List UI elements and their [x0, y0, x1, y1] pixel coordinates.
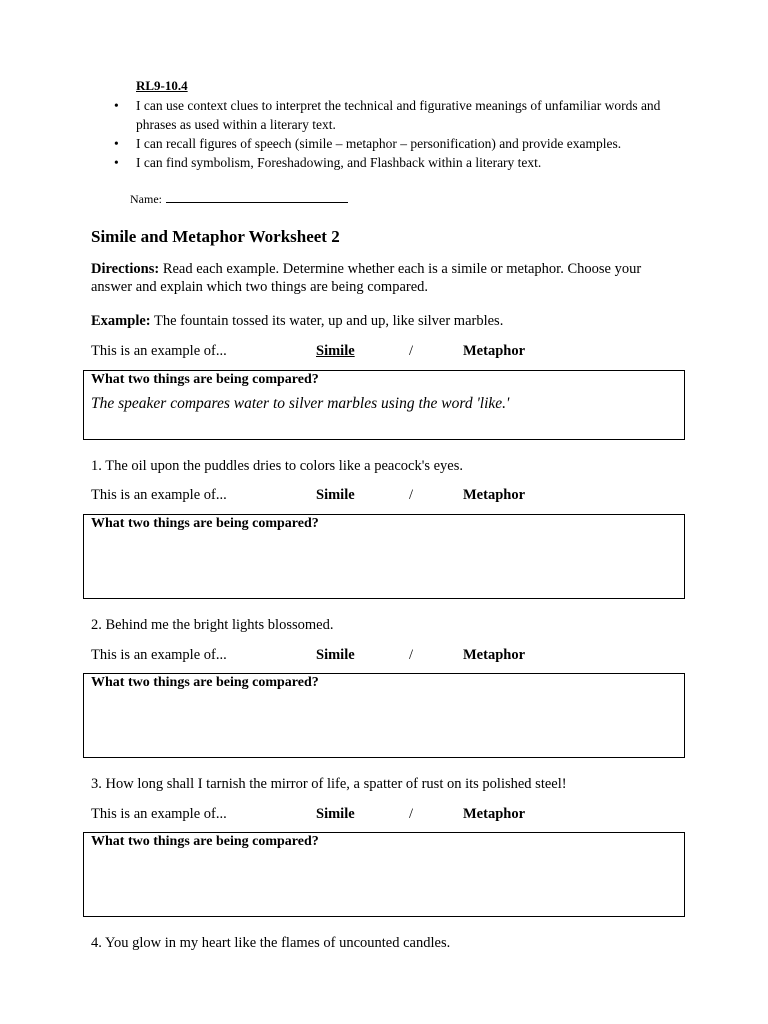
metaphor-option[interactable]: Metaphor — [463, 647, 526, 663]
answer-box[interactable] — [83, 673, 685, 758]
item-sentence: 1. The oil upon the puddles dries to colors like a peacock's eyes. — [91, 458, 464, 474]
item-choice-row — [91, 487, 691, 507]
item-sentence: 4. You glow in my heart like the flames of uncounted candles. — [91, 935, 451, 951]
metaphor-option[interactable]: Metaphor — [463, 806, 526, 822]
standard-code: RL9-10.4 — [136, 78, 188, 93]
simile-option[interactable]: Simile — [316, 806, 355, 822]
answer-box[interactable] — [83, 514, 685, 599]
example-choice-row — [91, 343, 691, 363]
item-choice-row — [91, 647, 691, 667]
objective-item: • I can find symbolism, Foreshadowing, and Flashback within a literary text. — [114, 155, 542, 170]
compared-question: What two things are being compared? — [91, 834, 319, 849]
compared-question: What two things are being compared? — [91, 516, 319, 531]
example-answer-box — [83, 370, 685, 440]
compared-question: What two things are being compared? — [91, 372, 319, 387]
item-choice-row — [91, 806, 691, 826]
option-divider: / — [409, 343, 414, 359]
simile-option[interactable]: Simile — [316, 343, 355, 359]
item-sentence: 3. How long shall I tarnish the mirror of life, a spatter of rust on its polished steel! — [91, 776, 567, 792]
example-sentence: Example: The fountain tossed its water, up and up, like silver marbles. — [91, 313, 504, 329]
directions — [91, 260, 681, 296]
item-sentence: 2. Behind me the bright lights blossomed. — [91, 617, 334, 633]
metaphor-option[interactable]: Metaphor — [463, 343, 526, 359]
option-divider: / — [409, 487, 414, 503]
objective-item: • I can use context clues to interpret the technical and figurative meanings of unfamiliar words and phrases as used within a literary text. — [114, 98, 661, 132]
bullet-icon: • — [114, 136, 119, 151]
example-of-label: This is an example of... — [91, 806, 227, 822]
name-blank[interactable] — [166, 191, 348, 203]
simile-option[interactable]: Simile — [316, 647, 355, 663]
objective-item: • I can recall figures of speech (simile – metaphor – personification) and provide examples. — [114, 136, 622, 151]
compared-question: What two things are being compared? — [91, 675, 319, 690]
worksheet-title: Simile and Metaphor Worksheet 2 — [91, 227, 340, 246]
name-label: Name: — [130, 192, 162, 206]
example-answer: The speaker compares water to silver marbles using the word 'like.' — [91, 395, 510, 412]
name-line — [130, 191, 348, 207]
bullet-icon: • — [114, 98, 119, 113]
example-of-label: This is an example of... — [91, 343, 227, 359]
example-of-label: This is an example of... — [91, 487, 227, 503]
bullet-icon: • — [114, 155, 119, 170]
answer-box[interactable] — [83, 832, 685, 917]
metaphor-option[interactable]: Metaphor — [463, 487, 526, 503]
directions-label: Directions: — [91, 261, 160, 277]
objectives-list — [108, 96, 668, 172]
example-of-label: This is an example of... — [91, 647, 227, 663]
option-divider: / — [409, 806, 414, 822]
directions-text: Read each example. Determine whether each is a simile or metaphor. Choose your answer and explain which two things are being compared. — [91, 261, 642, 295]
example-label: Example: — [91, 313, 151, 329]
option-divider: / — [409, 647, 414, 663]
simile-option[interactable]: Simile — [316, 487, 355, 503]
